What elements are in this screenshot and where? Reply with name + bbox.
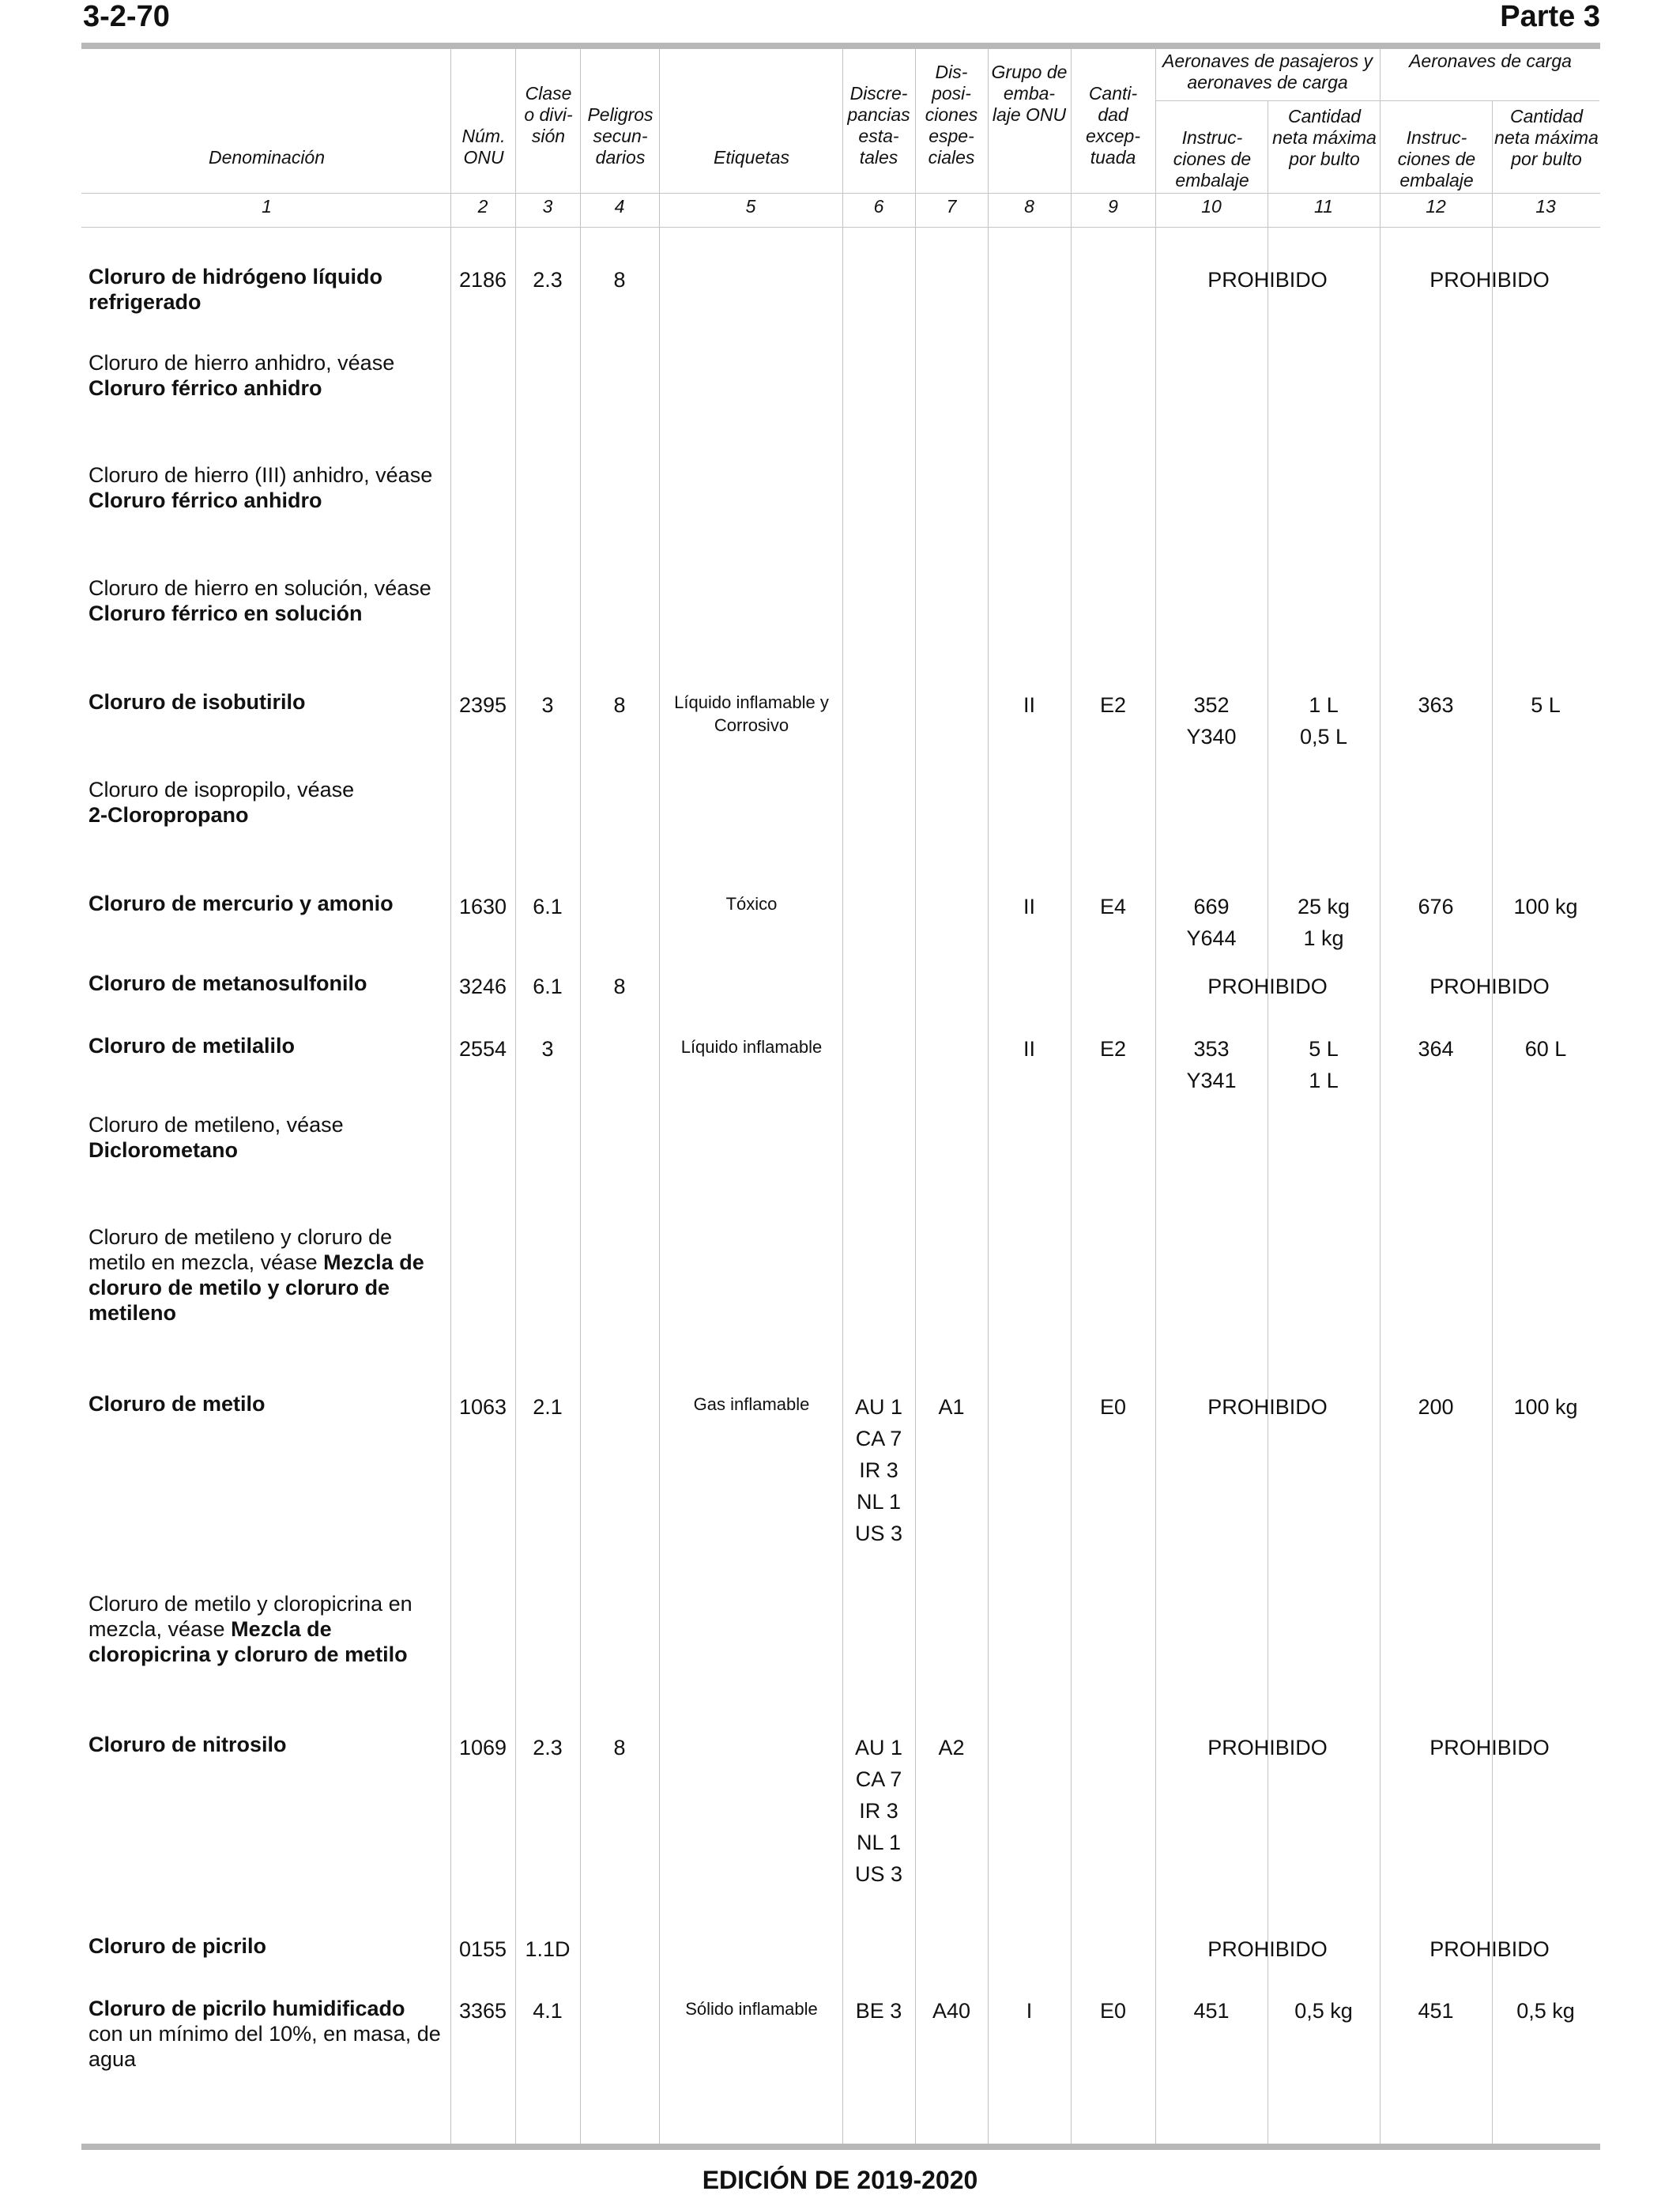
cell-label: Líquido inflamable y Corrosivo — [674, 692, 829, 735]
cell-prohibited-cargo: PROHIBIDO — [1430, 1937, 1550, 1961]
column-number: 12 — [1426, 196, 1446, 217]
cell-discrepancy: NL 1 — [856, 1831, 902, 1854]
cell-class: 3 — [541, 693, 554, 717]
col-divider — [1071, 49, 1072, 2144]
cell-qty-pax: 0,5 kg — [1294, 1999, 1353, 2023]
cell-discrepancy: CA 7 — [855, 1767, 902, 1791]
cell-pi-cargo: 364 — [1418, 1037, 1454, 1061]
col-divider — [659, 49, 660, 2144]
cell-un: 1069 — [458, 1736, 507, 1759]
header-clase: Clase o divi- sión — [524, 83, 573, 146]
header-disposiciones: Dis- posi- ciones espe- ciales — [925, 62, 978, 168]
row-name: Cloruro de mercurio y amonio — [89, 892, 394, 915]
row-name: Cloruro de metilo y cloropicrina en mezcla, véase Mezcla de cloropicrina y cloruro de metilo — [89, 1592, 412, 1666]
column-number: 1 — [262, 196, 272, 217]
cell-prohibited-cargo: PROHIBIDO — [1430, 1736, 1550, 1759]
cell-qty-cargo: 100 kg — [1513, 1395, 1578, 1419]
cell-prohibited-cargo: PROHIBIDO — [1430, 975, 1550, 998]
bottom-rule — [81, 2144, 1600, 2150]
header-group-cargo: Aeronaves de carga — [1409, 51, 1572, 71]
cell-prohibited-pax: PROHIBIDO — [1207, 1937, 1328, 1961]
header-denominacion: Denominación — [208, 147, 326, 168]
cell-label: Tóxico — [725, 894, 778, 914]
header-instrucciones-pax: Instruc- ciones de embalaje — [1173, 127, 1252, 190]
header-instrucciones-cargo: Instruc- ciones de embalaje — [1397, 127, 1476, 190]
cell-pi-pax-ltd: Y340 — [1186, 725, 1237, 749]
cell-pi-pax: 352 — [1193, 693, 1230, 717]
cell-secondary: 8 — [613, 268, 626, 292]
row-name: Cloruro de nitrosilo — [89, 1733, 287, 1756]
cell-discrepancy: US 3 — [854, 1522, 903, 1545]
cell-secondary: 8 — [613, 975, 626, 998]
row-name: Cloruro de picrilo humidificado con un mínimo del 10%, en masa, de agua — [89, 1997, 441, 2071]
cell-pi-cargo: 363 — [1418, 693, 1454, 717]
column-number: 3 — [542, 196, 553, 217]
cell-special-provision: A2 — [938, 1736, 965, 1759]
cell-un: 1630 — [458, 895, 507, 918]
cell-prohibited-cargo: PROHIBIDO — [1430, 268, 1550, 292]
row-name: Cloruro de isobutirilo — [89, 690, 306, 714]
cell-discrepancy: IR 3 — [859, 1799, 898, 1823]
col-divider — [1380, 49, 1381, 2144]
header-group-passenger: Aeronaves de pasajeros y aeronaves de carga — [1162, 51, 1373, 92]
row-name: Cloruro de hierro anhidro, véase Cloruro férrico anhidro — [89, 351, 395, 400]
cell-qty-pax: 1 L — [1309, 693, 1339, 717]
cell-qty-cargo: 5 L — [1531, 693, 1561, 717]
header-line — [81, 227, 1600, 228]
cell-un: 3246 — [458, 975, 507, 998]
cell-un: 3365 — [458, 1999, 507, 2023]
header-num-onu: Núm. ONU — [461, 126, 506, 168]
col-divider — [515, 49, 516, 2144]
row-name: Cloruro de isopropilo, véase 2-Cloropropano — [89, 778, 355, 827]
cell-pi-pax-ltd: Y644 — [1186, 926, 1237, 950]
cell-packing-group: II — [1023, 693, 1035, 717]
column-number: 9 — [1108, 196, 1118, 217]
group-underline — [1155, 100, 1599, 101]
header-cantidad-exceptuada: Canti- dad excep- tuada — [1085, 83, 1141, 168]
page-number: 3-2-70 — [83, 0, 170, 33]
header-cantidad-cargo: Cantidad neta máxima por bulto — [1494, 106, 1599, 169]
header-peligros: Peligros secun- darios — [587, 104, 654, 168]
header-etiquetas: Etiquetas — [714, 147, 789, 168]
cell-pi-cargo: 200 — [1418, 1395, 1454, 1419]
cell-class: 1.1D — [525, 1937, 571, 1961]
column-number: 7 — [946, 196, 957, 217]
column-number: 8 — [1024, 196, 1034, 217]
column-number: 2 — [477, 196, 488, 217]
column-number: 11 — [1314, 196, 1333, 217]
cell-class: 2.3 — [533, 1736, 563, 1759]
cell-special-provision: A40 — [932, 1999, 971, 2023]
cell-excepted: E0 — [1099, 1395, 1127, 1419]
col-divider — [580, 49, 581, 2144]
cell-special-provision: A1 — [938, 1395, 965, 1419]
column-number: 4 — [614, 196, 625, 217]
cell-pi-cargo: 451 — [1418, 1999, 1454, 2023]
row-name: Cloruro de metileno, véase Diclorometano — [89, 1113, 344, 1162]
cell-excepted: E2 — [1099, 693, 1127, 717]
cell-pi-pax: 669 — [1193, 895, 1230, 918]
cell-qty-pax: 25 kg — [1297, 895, 1350, 918]
cell-qty-cargo: 60 L — [1524, 1037, 1567, 1061]
cell-pi-pax-ltd: Y341 — [1186, 1069, 1237, 1092]
cell-secondary: 8 — [613, 693, 626, 717]
cell-qty-cargo: 0,5 kg — [1516, 1999, 1575, 2023]
cell-qty-pax-ltd: 1 L — [1309, 1069, 1339, 1092]
row-name: Cloruro de hierro (III) anhidro, véase Cloruro férrico anhidro — [89, 463, 433, 512]
cell-label: Gas inflamable — [693, 1394, 810, 1414]
cell-qty-pax-ltd: 0,5 L — [1299, 725, 1348, 749]
cell-prohibited-pax: PROHIBIDO — [1207, 1395, 1328, 1419]
part-label: Parte 3 — [1500, 0, 1600, 33]
cell-class: 2.3 — [533, 268, 563, 292]
cell-excepted: E0 — [1099, 1999, 1127, 2023]
col-divider — [915, 49, 916, 2144]
cell-qty-pax: 5 L — [1309, 1037, 1339, 1061]
cell-qty-cargo: 100 kg — [1513, 895, 1578, 918]
column-number: 5 — [745, 196, 756, 217]
cell-prohibited-pax: PROHIBIDO — [1207, 268, 1328, 292]
cell-packing-group: II — [1023, 895, 1035, 918]
header-grupo-embalaje: Grupo de emba- laje ONU — [991, 62, 1068, 125]
cell-prohibited-pax: PROHIBIDO — [1207, 1736, 1328, 1759]
cell-pi-cargo: 676 — [1418, 895, 1454, 918]
column-number: 10 — [1201, 196, 1222, 217]
top-rule — [81, 43, 1600, 49]
cell-secondary: 8 — [613, 1736, 626, 1759]
cell-discrepancy: CA 7 — [855, 1427, 902, 1450]
cell-excepted: E4 — [1099, 895, 1127, 918]
col-divider — [1155, 49, 1156, 2144]
cell-class: 4.1 — [533, 1999, 563, 2023]
cell-label: Líquido inflamable — [680, 1037, 823, 1057]
cell-un: 2554 — [458, 1037, 507, 1061]
cell-un: 1063 — [458, 1395, 507, 1419]
row-name: Cloruro de metileno y cloruro de metilo en mezcla, véase Mezcla de cloruro de metilo y cloruro de metileno — [89, 1225, 424, 1325]
cell-pi-pax: 353 — [1193, 1037, 1230, 1061]
cell-class: 2.1 — [533, 1395, 563, 1419]
col-divider — [1492, 101, 1493, 2144]
cell-packing-group: II — [1023, 1037, 1035, 1061]
header-discrepancias: Discre- pancias esta- tales — [847, 83, 910, 168]
cell-discrepancy: AU 1 — [854, 1395, 903, 1419]
row-name: Cloruro de picrilo — [89, 1934, 267, 1958]
cell-un: 0155 — [458, 1937, 507, 1961]
cell-label: Sólido inflamable — [685, 1999, 818, 2019]
cell-discrepancy: US 3 — [854, 1862, 903, 1886]
cell-excepted: E2 — [1099, 1037, 1127, 1061]
cell-packing-group: I — [1026, 1999, 1033, 2023]
column-number: 6 — [873, 196, 884, 217]
row-name: Cloruro de hierro en solución, véase Cloruro férrico en solución — [89, 576, 431, 625]
cell-discrepancy: BE 3 — [855, 1999, 902, 2023]
cell-discrepancy: AU 1 — [854, 1736, 903, 1759]
cell-class: 6.1 — [533, 975, 563, 998]
row-name: Cloruro de metilalilo — [89, 1034, 296, 1058]
row-name: Cloruro de metilo — [89, 1392, 266, 1416]
cell-qty-pax-ltd: 1 kg — [1303, 926, 1344, 950]
header-line — [81, 193, 1600, 194]
cell-pi-pax: 451 — [1193, 1999, 1230, 2023]
cell-discrepancy: NL 1 — [856, 1490, 902, 1514]
page-header — [83, 0, 1600, 35]
row-name: Cloruro de metanosulfonilo — [89, 971, 367, 995]
edition-footer: EDICIÓN DE 2019-2020 — [702, 2166, 978, 2194]
column-number: 13 — [1535, 196, 1556, 217]
cell-discrepancy: IR 3 — [859, 1458, 898, 1482]
col-divider — [988, 49, 989, 2144]
cell-prohibited-pax: PROHIBIDO — [1207, 975, 1328, 998]
cell-class: 3 — [541, 1037, 554, 1061]
cell-class: 6.1 — [533, 895, 563, 918]
cell-un: 2395 — [458, 693, 507, 717]
row-name: Cloruro de hidrógeno líquido refrigerado — [89, 265, 382, 314]
header-cantidad-pax: Cantidad neta máxima por bulto — [1272, 106, 1377, 169]
cell-un: 2186 — [458, 268, 507, 292]
